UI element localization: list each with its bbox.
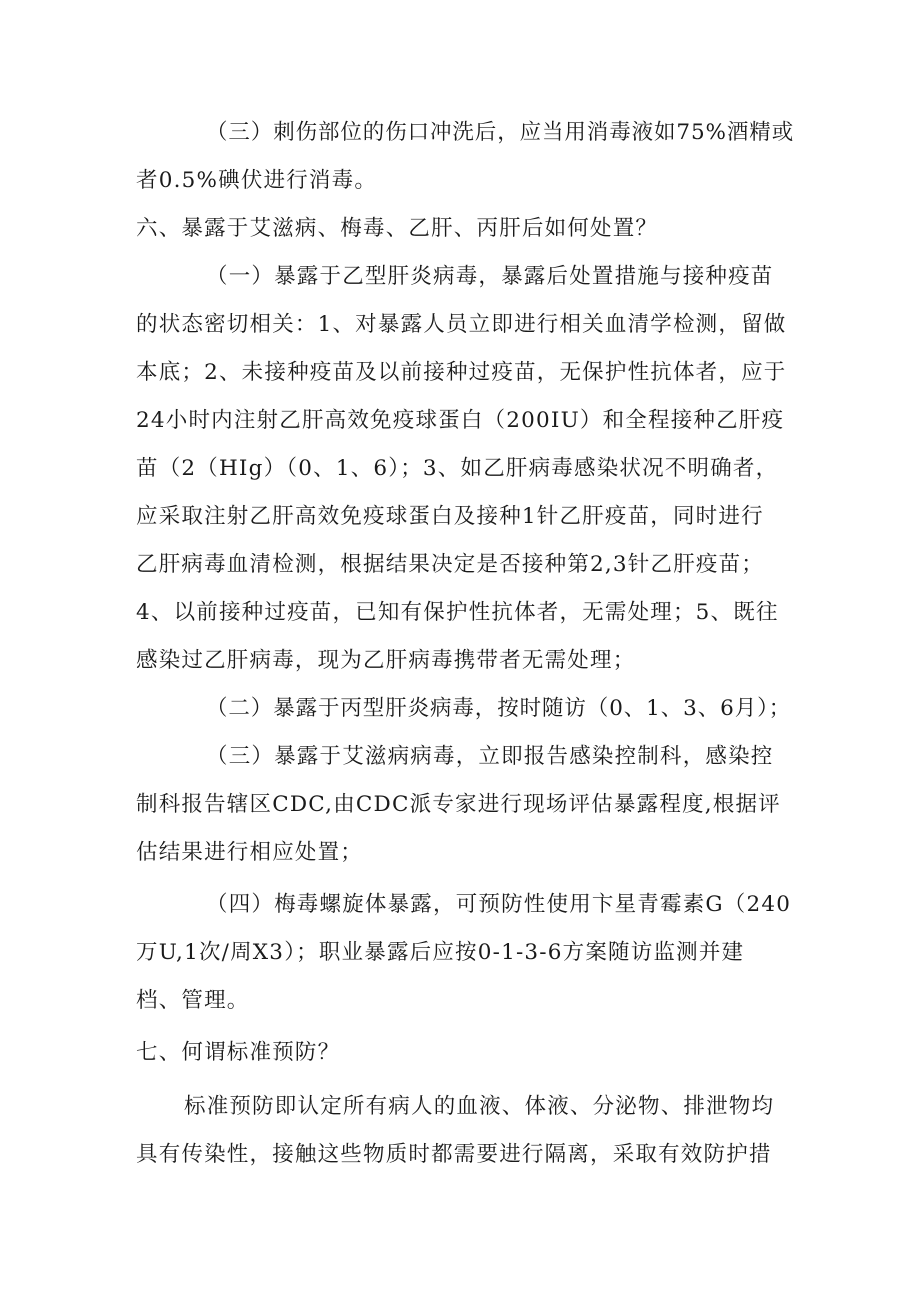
paragraph-line: 估结果进行相应处置； bbox=[136, 840, 364, 865]
paragraph-line: 4、以前接种过疫苗，已知有保护性抗体者，无需处理；5、既往 bbox=[136, 600, 779, 625]
paragraph-line: 万U,1次/周X3）；职业暴露后应按0-1-3-6方案随访监测并建 bbox=[136, 940, 745, 965]
paragraph-line: （三）暴露于艾滋病病毒，立即报告感染控制科，感染控 bbox=[206, 744, 774, 769]
paragraph-line: 24小时内注射乙肝高效免疫球蛋白（200IU）和全程接种乙肝疫 bbox=[136, 408, 785, 433]
paragraph-line: 应采取注射乙肝高效免疫球蛋白及接种1针乙肝疫苗，同时进行 bbox=[136, 504, 764, 529]
paragraph-line: 制科报告辖区CDC,由CDC派专家进行现场评估暴露程度,根据评 bbox=[136, 792, 781, 817]
paragraph-line: 感染过乙肝病毒，现为乙肝病毒携带者无需处理； bbox=[136, 648, 636, 673]
section-heading: 七、何谓标准预防？ bbox=[136, 1040, 341, 1065]
paragraph-line: （四）梅毒螺旋体暴露，可预防性使用卞星青霉素G（240 bbox=[206, 892, 792, 917]
section-heading: 六、暴露于艾滋病、梅毒、乙肝、丙肝后如何处置？ bbox=[136, 216, 659, 241]
paragraph-line: 的状态密切相关：1、对暴露人员立即进行相关血清学检测，留做 bbox=[136, 312, 787, 337]
paragraph-line: 者0.5%碘伏进行消毒。 bbox=[136, 168, 378, 193]
paragraph-line: 本底；2、未接种疫苗及以前接种过疫苗，无保护性抗体者，应于 bbox=[136, 360, 787, 385]
paragraph-line: 档、管理。 bbox=[136, 988, 250, 1013]
paragraph-line: （三）刺伤部位的伤口冲洗后，应当用消毒液如75%酒精或 bbox=[206, 120, 795, 145]
paragraph-line: 苗（2（HIg）（0、1、6）；3、如乙肝病毒感染状况不明确者， bbox=[136, 456, 779, 481]
paragraph-line: （一）暴露于乙型肝炎病毒，暴露后处置措施与接种疫苗 bbox=[206, 264, 774, 289]
paragraph-line: 乙肝病毒血清检测，根据结果决定是否接种第2,3针乙肝疫苗； bbox=[136, 552, 764, 577]
paragraph-line: 具有传染性，接触这些物质时都需要进行隔离，采取有效防护措 bbox=[136, 1142, 772, 1167]
paragraph-line: 标准预防即认定所有病人的血液、体液、分泌物、排泄物均 bbox=[184, 1094, 775, 1119]
paragraph-line: （二）暴露于丙型肝炎病毒，按时随访（0、1、3、6月）； bbox=[206, 696, 792, 721]
